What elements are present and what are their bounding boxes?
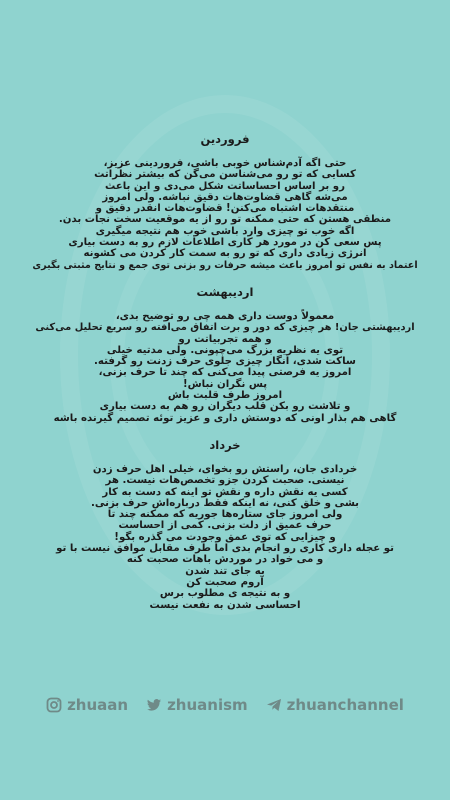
text-line: می‌شه گاهی قضاوت‌هات دقیق نباشه. ولی امروز (102, 191, 348, 203)
telegram-label: zhuanchannel (286, 696, 404, 714)
text-line: انرژی زیادی داری که تو رو به سمت کار کردن می کشونه (83, 248, 367, 260)
text-line: رو بر اساس احساساتت شکل می‌دی و این باعث (104, 180, 346, 192)
text-line: گاهی هم بذار اونی که دوستش داری و عزیز توئه تصمیم گیرنده باشه (53, 412, 397, 424)
text-line: و می خواد در موردش باهات صحبت کنه (126, 554, 324, 566)
text-line: پس سعی کن در مورد هر کاری اطلاعات لازم رو به دست بیاری (68, 237, 382, 249)
text-line: ولی امروز جای ستاره‌ها جوریه که ممکنه چند تا (107, 509, 343, 521)
horoscope-text (30, 132, 420, 625)
text-line: آروم صحبت کن (186, 576, 264, 588)
text-line: و همه تجربیاتت رو (178, 333, 272, 345)
text-line: حرف عمیق از دلت بزنی. کمی از احساست (118, 520, 332, 532)
text-line: کسایی که تو رو می‌شناسن می‌گن که بیشتر نظراتت (94, 169, 356, 181)
text-line: امروز یه فرصتی پیدا می‌کنی که چند تا حرف بزنی، (98, 367, 352, 379)
text-line: و چیزایی که توی عمق وجودت می گذره بگو! (114, 531, 336, 543)
social-footer (0, 692, 450, 718)
text-line: خردادی جان، راستش رو بخوای، خیلی اهل حرف زدن (92, 463, 358, 475)
instagram-label: zhuaan (67, 696, 129, 714)
section-0 (30, 132, 420, 271)
twitter-icon (146, 697, 162, 713)
instagram-icon (46, 697, 62, 713)
text-line: معمولاً دوست داری همه چی رو توضیح بدی، (115, 310, 335, 322)
text-line: پس نگران نباش! (182, 378, 268, 390)
text-line: حتی اگه آدم‌شناس خوبی باشی، فروردینی عزیز، (103, 158, 347, 169)
text-line: ساکت شدی، انگار چیزی جلوی حرف زدنت رو گرفته. (94, 356, 356, 368)
text-line: احساسی شدن به نفعت نیست (149, 599, 301, 611)
section-title: خرداد (209, 437, 241, 452)
text-line: اعتماد به نفس تو امروز باعث میشه حرفات رو بزنی توی جمع و نتایج مثبتی بگیری (32, 259, 418, 271)
text-line: و تلاشت رو بکن قلب دیگران رو هم به دست بیاری (99, 401, 351, 413)
text-line: اگه خوب تو چیزی وارد باشی خوب هم نتیجه میگیری (95, 225, 355, 237)
text-line: اردیبهشتی جان! هر چیزی که دور و برت اتفاق می‌افته رو سریع تحلیل می‌کنی (35, 322, 415, 334)
text-line: به جای تند شدن (185, 565, 265, 577)
section-1 (30, 285, 420, 424)
telegram-handle[interactable] (266, 696, 404, 714)
text-line: امروز طرف قلبت باش (167, 390, 283, 402)
section-2 (30, 438, 420, 611)
twitter-label: zhuanism (167, 696, 248, 714)
twitter-handle[interactable] (146, 696, 248, 714)
telegram-icon (266, 697, 282, 713)
text-line: و به نتیجه ی مطلوب برس (159, 588, 291, 600)
text-line: تو عجله داری کاری رو انجام بدی اما طرف مقابل موافق نیست با تو (56, 543, 394, 555)
instagram-handle[interactable] (46, 696, 128, 714)
section-title: اردیبهشت (196, 284, 254, 299)
section-title: فروردین (200, 132, 250, 146)
text-line: منطقی هستن که حتی ممکنه تو رو از یه موقعیت سخت نجات بدن. (58, 214, 392, 226)
text-line: کسی یه نقش داره و نقش تو اینه که دست به کار (102, 486, 348, 498)
text-line: توی یه نظریه بزرگ می‌چپونی. ولی مدتیه خیلی (106, 344, 344, 356)
text-line: منتقدهات اشتباه می‌کنن! قضاوت‌هات انقدر دقیق و (95, 203, 355, 215)
text-line: بشی و خلق کنی، نه اینکه فقط درباره‌اش حرف بزنی. (90, 497, 360, 509)
text-line: نیستی. صحبت کردن جزو تخصص‌هات نیست. هر (105, 475, 345, 487)
